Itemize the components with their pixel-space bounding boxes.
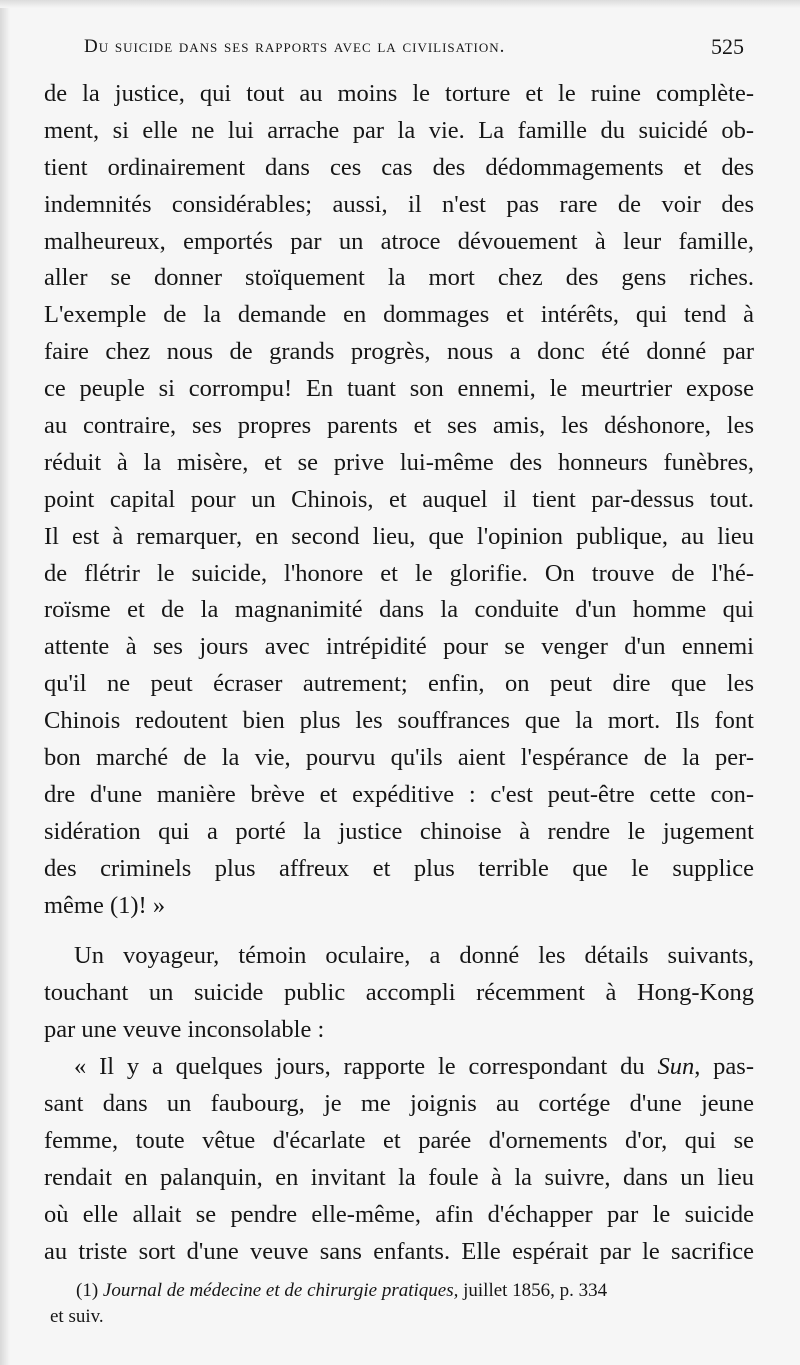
- text-line: malheureux, emportés par un atroce dévouement à leur famille,: [44, 227, 754, 255]
- text-line: Un voyageur, témoin oculaire, a donné les détails suivants,: [74, 942, 754, 970]
- footnote-continuation: et suiv.: [50, 1306, 104, 1327]
- paragraph-gap: [44, 924, 754, 938]
- text-line: attente à ses jours avec intrépidité pour se venger d'un ennemi: [44, 633, 754, 661]
- text-line: Chinois redoutent bien plus les souffrances que la mort. Ils font: [44, 707, 754, 735]
- newspaper-name: Sun: [657, 1053, 695, 1081]
- footnote-reference: juillet 1856, p. 334: [458, 1280, 608, 1301]
- text-line: indemnités considérables; aussi, il n'est pas rare de voir des: [44, 190, 754, 218]
- text-line: par une veuve inconsolable :: [44, 1016, 325, 1044]
- text-line: au contraire, ses propres parents et ses amis, les déshonore, les: [44, 412, 754, 440]
- text-line: sidération qui a porté la justice chinoise à rendre le jugement: [44, 817, 754, 845]
- text-line: qu'il ne peut écraser autrement; enfin, on peut dire que les: [44, 670, 754, 698]
- text-line: sant dans un faubourg, je me joignis au cortége d'une jeune: [44, 1090, 754, 1118]
- footnote-source: Journal de médecine et de chirurgie pratiques,: [102, 1280, 459, 1301]
- text-line: au triste sort d'une veuve sans enfants. Elle espérait par le sacrifice: [44, 1237, 754, 1265]
- text-line: bon marché de la vie, pourvu qu'ils aient l'espérance de la per-: [44, 744, 754, 772]
- footnote-line: [50, 1278, 754, 1304]
- text-line: Il est à remarquer, en second lieu, que l'opinion publique, au lieu: [44, 522, 754, 550]
- text-line: aller se donner stoïquement la mort chez des gens riches.: [44, 264, 754, 292]
- main-text: [44, 76, 754, 1271]
- text-line: tient ordinairement dans ces cas des dédommagements et des: [44, 153, 754, 181]
- running-head: [84, 36, 744, 66]
- text-line: L'exemple de la demande en dommages et intérêts, qui tend à: [44, 301, 754, 329]
- text-line: femme, toute vêtue d'écarlate et parée d'ornements d'or, qui se: [44, 1126, 754, 1154]
- text-line: touchant un suicide public accompli récemment à Hong-Kong: [44, 979, 754, 1007]
- text-line: des criminels plus affreux et plus terrible que le supplice: [44, 854, 754, 882]
- footnote-marker: (1): [76, 1280, 99, 1301]
- page-number: 525: [711, 34, 744, 59]
- text-line: réduit à la misère, et se prive lui-même des honneurs funèbres,: [44, 448, 754, 476]
- text-line: de la justice, qui tout au moins le torture et le ruine complète-: [44, 80, 754, 107]
- text-line-quote-start: [44, 1049, 754, 1086]
- text-line: ment, si elle ne lui arrache par la vie. La famille du suicidé ob-: [44, 116, 754, 144]
- quote-opening-end: , pas-: [694, 1053, 754, 1081]
- running-title: Du suicide dans ses rapports avec la civilisation.: [84, 36, 506, 57]
- text-line: ce peuple si corrompu! En tuant son ennemi, le meurtrier expose: [44, 375, 754, 403]
- text-line: faire chez nous de grands progrès, nous a donc été donné par: [44, 338, 754, 366]
- footnote: [50, 1278, 754, 1330]
- quote-opening: « Il y a quelques jours, rapporte le correspondant du: [74, 1053, 658, 1081]
- text-line: où elle allait se pendre elle-même, afin d'échapper par le suicide: [44, 1200, 754, 1228]
- text-line: roïsme et de la magnanimité dans la conduite d'un homme qui: [44, 596, 754, 624]
- text-line: même (1)! »: [44, 891, 166, 919]
- text-line: rendait en palanquin, en invitant la foule à la suivre, dans un lieu: [44, 1163, 754, 1191]
- text-line: point capital pour un Chinois, et auquel il tient par-dessus tout.: [44, 485, 754, 513]
- text-line: dre d'une manière brève et expéditive : c'est peut-être cette con-: [44, 780, 754, 808]
- text-line: de flétrir le suicide, l'honore et le glorifie. On trouve de l'hé-: [44, 559, 754, 587]
